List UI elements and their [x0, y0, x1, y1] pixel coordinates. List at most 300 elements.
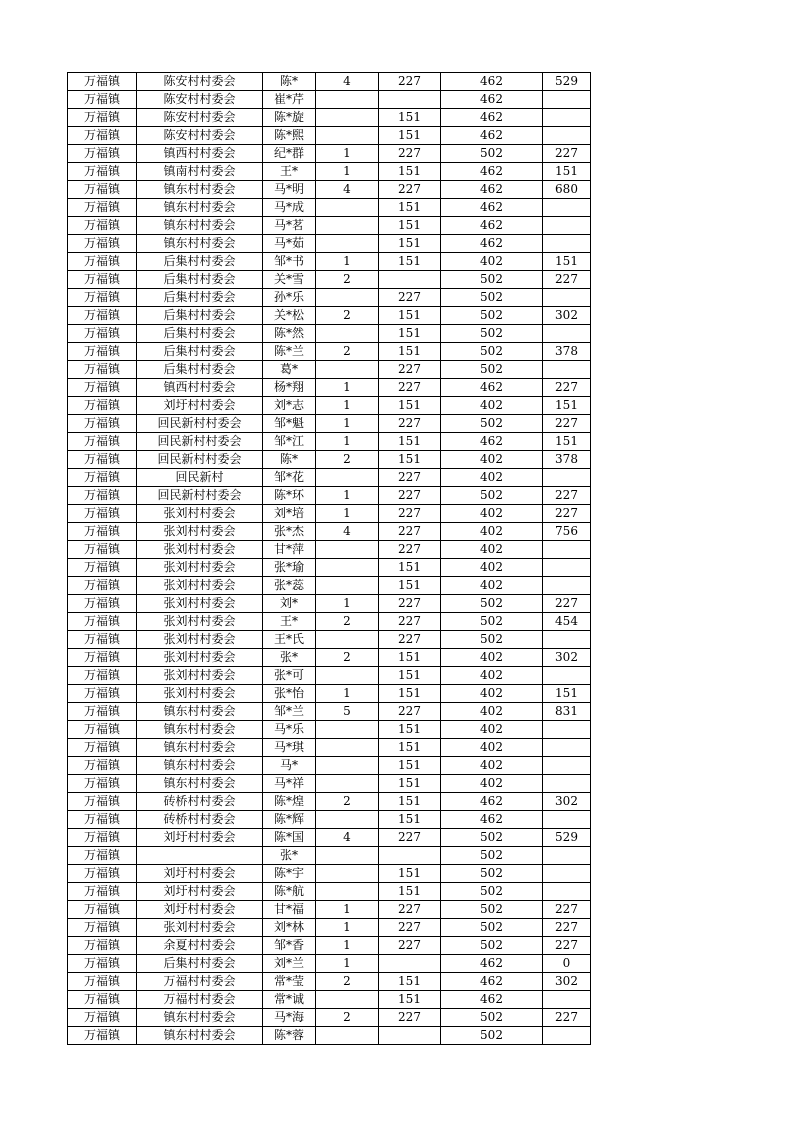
table-row: [68, 991, 591, 1009]
name-cell: 陈*: [263, 451, 316, 469]
amount-b-cell: 402: [441, 451, 543, 469]
table-row: [68, 415, 591, 433]
name-cell: 邹*香: [263, 937, 316, 955]
household-count-cell: 1: [316, 487, 379, 505]
town-cell: 万福镇: [68, 1027, 137, 1045]
total-cell: 227: [543, 901, 591, 919]
table-row: [68, 757, 591, 775]
household-count-cell: [316, 289, 379, 307]
town-cell: 万福镇: [68, 451, 137, 469]
town-cell: 万福镇: [68, 883, 137, 901]
name-cell: 陈*宇: [263, 865, 316, 883]
amount-b-cell: 502: [441, 145, 543, 163]
total-cell: 227: [543, 415, 591, 433]
total-cell: [543, 1027, 591, 1045]
village-committee-cell: 镇东村村委会: [137, 739, 263, 757]
village-committee-cell: 后集村村委会: [137, 361, 263, 379]
household-count-cell: 1: [316, 685, 379, 703]
village-committee-cell: 回民新村村委会: [137, 487, 263, 505]
total-cell: [543, 991, 591, 1009]
household-count-cell: 1: [316, 379, 379, 397]
name-cell: 陈*然: [263, 325, 316, 343]
total-cell: [543, 469, 591, 487]
name-cell: 张*可: [263, 667, 316, 685]
table-row: [68, 883, 591, 901]
village-committee-cell: 陈安村村委会: [137, 73, 263, 91]
town-cell: 万福镇: [68, 829, 137, 847]
total-cell: [543, 865, 591, 883]
town-cell: 万福镇: [68, 631, 137, 649]
total-cell: [543, 289, 591, 307]
table-row: [68, 631, 591, 649]
town-cell: 万福镇: [68, 253, 137, 271]
village-committee-cell: 万福村村委会: [137, 973, 263, 991]
total-cell: [543, 109, 591, 127]
table-row: [68, 541, 591, 559]
amount-a-cell: 227: [379, 901, 441, 919]
amount-b-cell: 462: [441, 793, 543, 811]
amount-b-cell: 462: [441, 109, 543, 127]
name-cell: 王*: [263, 163, 316, 181]
household-count-cell: 4: [316, 73, 379, 91]
name-cell: 陈*兰: [263, 343, 316, 361]
amount-a-cell: 227: [379, 595, 441, 613]
town-cell: 万福镇: [68, 577, 137, 595]
total-cell: [543, 883, 591, 901]
table-row: [68, 217, 591, 235]
total-cell: [543, 235, 591, 253]
town-cell: 万福镇: [68, 865, 137, 883]
total-cell: 227: [543, 937, 591, 955]
village-committee-cell: 后集村村委会: [137, 289, 263, 307]
village-committee-cell: 后集村村委会: [137, 307, 263, 325]
amount-a-cell: 151: [379, 757, 441, 775]
name-cell: 刘*培: [263, 505, 316, 523]
amount-a-cell: 227: [379, 415, 441, 433]
household-count-cell: [316, 991, 379, 1009]
amount-b-cell: 402: [441, 253, 543, 271]
table-row: [68, 307, 591, 325]
amount-b-cell: 502: [441, 901, 543, 919]
table-row: [68, 181, 591, 199]
table-row: [68, 937, 591, 955]
household-count-cell: 1: [316, 901, 379, 919]
amount-a-cell: 227: [379, 181, 441, 199]
amount-a-cell: 151: [379, 199, 441, 217]
village-committee-cell: 张刘村村委会: [137, 667, 263, 685]
data-table: [67, 72, 591, 1045]
name-cell: 马*茹: [263, 235, 316, 253]
table-row: [68, 667, 591, 685]
table-row: [68, 901, 591, 919]
town-cell: 万福镇: [68, 685, 137, 703]
amount-b-cell: 502: [441, 613, 543, 631]
town-cell: 万福镇: [68, 1009, 137, 1027]
household-count-cell: [316, 721, 379, 739]
town-cell: 万福镇: [68, 757, 137, 775]
name-cell: 张*: [263, 649, 316, 667]
amount-a-cell: 227: [379, 613, 441, 631]
total-cell: 151: [543, 397, 591, 415]
amount-b-cell: 402: [441, 559, 543, 577]
town-cell: 万福镇: [68, 919, 137, 937]
total-cell: 227: [543, 487, 591, 505]
amount-a-cell: 227: [379, 469, 441, 487]
village-committee-cell: 镇南村村委会: [137, 163, 263, 181]
amount-a-cell: 151: [379, 559, 441, 577]
household-count-cell: 1: [316, 145, 379, 163]
name-cell: 刘*兰: [263, 955, 316, 973]
table-row: [68, 73, 591, 91]
table-row: [68, 271, 591, 289]
amount-b-cell: 402: [441, 757, 543, 775]
amount-a-cell: 151: [379, 721, 441, 739]
total-cell: 151: [543, 433, 591, 451]
table-row: [68, 739, 591, 757]
total-cell: 227: [543, 919, 591, 937]
town-cell: 万福镇: [68, 217, 137, 235]
village-committee-cell: 镇东村村委会: [137, 775, 263, 793]
village-committee-cell: 刘圩村村委会: [137, 829, 263, 847]
town-cell: 万福镇: [68, 379, 137, 397]
household-count-cell: [316, 127, 379, 145]
amount-a-cell: 151: [379, 649, 441, 667]
amount-b-cell: 462: [441, 163, 543, 181]
amount-b-cell: 502: [441, 415, 543, 433]
table-body: [68, 73, 591, 1045]
village-committee-cell: 后集村村委会: [137, 271, 263, 289]
household-count-cell: 2: [316, 307, 379, 325]
table-row: [68, 685, 591, 703]
table-row: [68, 361, 591, 379]
name-cell: 刘*志: [263, 397, 316, 415]
name-cell: 关*雪: [263, 271, 316, 289]
table-row: [68, 919, 591, 937]
name-cell: 陈*: [263, 73, 316, 91]
amount-a-cell: 151: [379, 109, 441, 127]
town-cell: 万福镇: [68, 433, 137, 451]
household-count-cell: [316, 757, 379, 775]
table-row: [68, 343, 591, 361]
total-cell: 151: [543, 163, 591, 181]
town-cell: 万福镇: [68, 811, 137, 829]
household-count-cell: 2: [316, 451, 379, 469]
village-committee-cell: 张刘村村委会: [137, 613, 263, 631]
town-cell: 万福镇: [68, 361, 137, 379]
name-cell: 崔*芹: [263, 91, 316, 109]
name-cell: 邹*书: [263, 253, 316, 271]
village-committee-cell: 刘圩村村委会: [137, 865, 263, 883]
name-cell: 张*瑜: [263, 559, 316, 577]
town-cell: 万福镇: [68, 703, 137, 721]
amount-b-cell: 462: [441, 973, 543, 991]
total-cell: 302: [543, 649, 591, 667]
village-committee-cell: 陈安村村委会: [137, 127, 263, 145]
total-cell: [543, 577, 591, 595]
table-row: [68, 613, 591, 631]
household-count-cell: 1: [316, 937, 379, 955]
household-count-cell: 5: [316, 703, 379, 721]
amount-b-cell: 502: [441, 595, 543, 613]
household-count-cell: [316, 541, 379, 559]
village-committee-cell: 后集村村委会: [137, 343, 263, 361]
town-cell: 万福镇: [68, 649, 137, 667]
village-committee-cell: 镇西村村委会: [137, 379, 263, 397]
table-row: [68, 829, 591, 847]
amount-a-cell: 151: [379, 325, 441, 343]
village-committee-cell: 后集村村委会: [137, 955, 263, 973]
amount-a-cell: 227: [379, 1009, 441, 1027]
name-cell: 邹*花: [263, 469, 316, 487]
amount-a-cell: 151: [379, 451, 441, 469]
table-row: [68, 469, 591, 487]
amount-b-cell: 502: [441, 343, 543, 361]
amount-b-cell: 402: [441, 577, 543, 595]
name-cell: 马*琪: [263, 739, 316, 757]
name-cell: 王*: [263, 613, 316, 631]
town-cell: 万福镇: [68, 397, 137, 415]
town-cell: 万福镇: [68, 73, 137, 91]
amount-b-cell: 402: [441, 775, 543, 793]
household-count-cell: [316, 865, 379, 883]
amount-a-cell: 227: [379, 631, 441, 649]
household-count-cell: 1: [316, 595, 379, 613]
amount-b-cell: 502: [441, 937, 543, 955]
village-committee-cell: 镇东村村委会: [137, 181, 263, 199]
household-count-cell: 1: [316, 253, 379, 271]
name-cell: 葛*: [263, 361, 316, 379]
name-cell: 杨*翔: [263, 379, 316, 397]
household-count-cell: 4: [316, 829, 379, 847]
total-cell: [543, 667, 591, 685]
amount-b-cell: 502: [441, 1009, 543, 1027]
total-cell: [543, 631, 591, 649]
village-committee-cell: 张刘村村委会: [137, 595, 263, 613]
amount-a-cell: 227: [379, 505, 441, 523]
total-cell: 378: [543, 451, 591, 469]
amount-a-cell: 227: [379, 379, 441, 397]
household-count-cell: [316, 199, 379, 217]
amount-b-cell: 502: [441, 487, 543, 505]
amount-a-cell: 227: [379, 523, 441, 541]
amount-b-cell: 402: [441, 685, 543, 703]
amount-a-cell: 151: [379, 883, 441, 901]
amount-b-cell: 502: [441, 307, 543, 325]
name-cell: 马*成: [263, 199, 316, 217]
household-count-cell: 2: [316, 1009, 379, 1027]
household-count-cell: [316, 325, 379, 343]
name-cell: 陈*环: [263, 487, 316, 505]
household-count-cell: [316, 559, 379, 577]
amount-b-cell: 402: [441, 739, 543, 757]
amount-b-cell: 462: [441, 91, 543, 109]
table-row: [68, 595, 591, 613]
name-cell: 陈*航: [263, 883, 316, 901]
name-cell: 刘*: [263, 595, 316, 613]
amount-b-cell: 402: [441, 469, 543, 487]
household-count-cell: 1: [316, 505, 379, 523]
village-committee-cell: 回民新村村委会: [137, 433, 263, 451]
amount-b-cell: 462: [441, 955, 543, 973]
table-row: [68, 973, 591, 991]
town-cell: 万福镇: [68, 847, 137, 865]
household-count-cell: [316, 91, 379, 109]
name-cell: 孙*乐: [263, 289, 316, 307]
amount-a-cell: 151: [379, 235, 441, 253]
village-committee-cell: 张刘村村委会: [137, 559, 263, 577]
village-committee-cell: 万福村村委会: [137, 991, 263, 1009]
village-committee-cell: 张刘村村委会: [137, 685, 263, 703]
name-cell: 陈*旋: [263, 109, 316, 127]
amount-b-cell: 402: [441, 541, 543, 559]
household-count-cell: 1: [316, 397, 379, 415]
table-row: [68, 397, 591, 415]
name-cell: 陈*煌: [263, 793, 316, 811]
total-cell: 831: [543, 703, 591, 721]
table-row: [68, 559, 591, 577]
village-committee-cell: 刘圩村村委会: [137, 901, 263, 919]
household-count-cell: [316, 469, 379, 487]
village-committee-cell: [137, 847, 263, 865]
name-cell: 陈*国: [263, 829, 316, 847]
household-count-cell: 4: [316, 523, 379, 541]
total-cell: [543, 217, 591, 235]
amount-a-cell: 227: [379, 919, 441, 937]
amount-b-cell: 502: [441, 1027, 543, 1045]
table-row: [68, 451, 591, 469]
town-cell: 万福镇: [68, 793, 137, 811]
amount-a-cell: 151: [379, 865, 441, 883]
total-cell: 151: [543, 253, 591, 271]
village-committee-cell: 后集村村委会: [137, 253, 263, 271]
village-committee-cell: 后集村村委会: [137, 325, 263, 343]
amount-b-cell: 502: [441, 829, 543, 847]
town-cell: 万福镇: [68, 505, 137, 523]
household-count-cell: [316, 739, 379, 757]
household-count-cell: 1: [316, 955, 379, 973]
amount-a-cell: [379, 847, 441, 865]
town-cell: 万福镇: [68, 145, 137, 163]
amount-b-cell: 462: [441, 235, 543, 253]
name-cell: 常*诚: [263, 991, 316, 1009]
amount-a-cell: 227: [379, 145, 441, 163]
amount-b-cell: 462: [441, 811, 543, 829]
town-cell: 万福镇: [68, 739, 137, 757]
amount-a-cell: 151: [379, 433, 441, 451]
town-cell: 万福镇: [68, 613, 137, 631]
table-row: [68, 91, 591, 109]
town-cell: 万福镇: [68, 667, 137, 685]
amount-b-cell: 502: [441, 847, 543, 865]
village-committee-cell: 镇东村村委会: [137, 235, 263, 253]
name-cell: 马*祥: [263, 775, 316, 793]
total-cell: [543, 127, 591, 145]
amount-b-cell: 462: [441, 199, 543, 217]
amount-b-cell: 502: [441, 289, 543, 307]
village-committee-cell: 镇东村村委会: [137, 721, 263, 739]
total-cell: [543, 541, 591, 559]
village-committee-cell: 陈安村村委会: [137, 91, 263, 109]
amount-b-cell: 402: [441, 505, 543, 523]
amount-b-cell: 462: [441, 73, 543, 91]
village-committee-cell: 张刘村村委会: [137, 649, 263, 667]
village-committee-cell: 砖桥村村委会: [137, 811, 263, 829]
total-cell: [543, 721, 591, 739]
town-cell: 万福镇: [68, 523, 137, 541]
town-cell: 万福镇: [68, 91, 137, 109]
table-row: [68, 145, 591, 163]
amount-a-cell: 151: [379, 397, 441, 415]
amount-b-cell: 502: [441, 361, 543, 379]
town-cell: 万福镇: [68, 343, 137, 361]
household-count-cell: 2: [316, 613, 379, 631]
table-row: [68, 793, 591, 811]
amount-a-cell: 151: [379, 253, 441, 271]
village-committee-cell: 张刘村村委会: [137, 523, 263, 541]
amount-a-cell: 151: [379, 793, 441, 811]
household-count-cell: [316, 631, 379, 649]
amount-a-cell: 151: [379, 991, 441, 1009]
village-committee-cell: 镇东村村委会: [137, 199, 263, 217]
town-cell: 万福镇: [68, 775, 137, 793]
table-row: [68, 325, 591, 343]
town-cell: 万福镇: [68, 199, 137, 217]
household-count-cell: [316, 109, 379, 127]
table-row: [68, 379, 591, 397]
village-committee-cell: 镇东村村委会: [137, 217, 263, 235]
village-committee-cell: 砖桥村村委会: [137, 793, 263, 811]
total-cell: [543, 847, 591, 865]
table-row: [68, 109, 591, 127]
town-cell: 万福镇: [68, 163, 137, 181]
town-cell: 万福镇: [68, 181, 137, 199]
table-row: [68, 775, 591, 793]
town-cell: 万福镇: [68, 721, 137, 739]
amount-a-cell: 151: [379, 217, 441, 235]
name-cell: 刘*林: [263, 919, 316, 937]
total-cell: 302: [543, 793, 591, 811]
amount-a-cell: 151: [379, 163, 441, 181]
total-cell: [543, 91, 591, 109]
village-committee-cell: 刘圩村村委会: [137, 397, 263, 415]
table-row: [68, 487, 591, 505]
town-cell: 万福镇: [68, 415, 137, 433]
amount-b-cell: 502: [441, 883, 543, 901]
village-committee-cell: 回民新村村委会: [137, 415, 263, 433]
amount-b-cell: 462: [441, 991, 543, 1009]
amount-a-cell: [379, 1027, 441, 1045]
household-count-cell: [316, 847, 379, 865]
amount-a-cell: 151: [379, 577, 441, 595]
village-committee-cell: 镇东村村委会: [137, 1009, 263, 1027]
total-cell: [543, 775, 591, 793]
total-cell: 227: [543, 595, 591, 613]
household-count-cell: 1: [316, 433, 379, 451]
total-cell: 302: [543, 307, 591, 325]
total-cell: 454: [543, 613, 591, 631]
table-row: [68, 253, 591, 271]
town-cell: 万福镇: [68, 469, 137, 487]
total-cell: 756: [543, 523, 591, 541]
household-count-cell: [316, 235, 379, 253]
total-cell: 529: [543, 73, 591, 91]
name-cell: 马*乐: [263, 721, 316, 739]
name-cell: 马*: [263, 757, 316, 775]
table-row: [68, 199, 591, 217]
name-cell: 邹*兰: [263, 703, 316, 721]
amount-b-cell: 502: [441, 631, 543, 649]
name-cell: 王*氏: [263, 631, 316, 649]
